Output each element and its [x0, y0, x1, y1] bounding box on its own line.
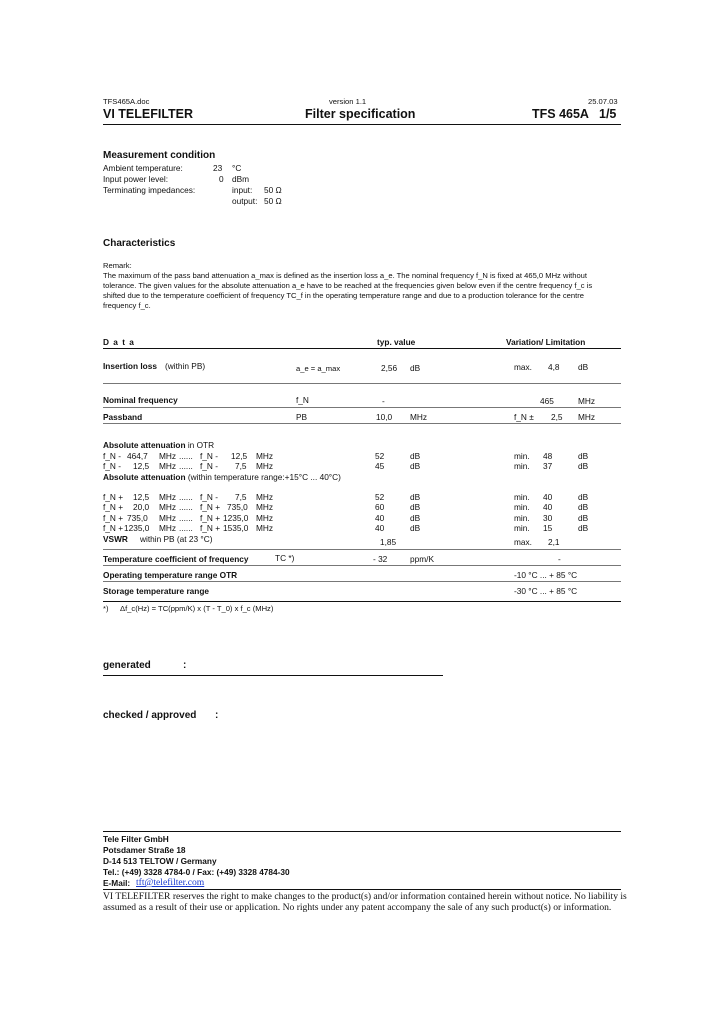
table-header-rule	[103, 348, 621, 349]
abs2-row-a: 1235,0	[124, 523, 150, 533]
header-part: TFS 465A	[532, 107, 589, 121]
abs-row-a: 12,5	[133, 461, 150, 471]
abs2-row-lim-unit: dB	[578, 492, 589, 502]
abs-row-lim-pre: min.	[514, 451, 530, 461]
abs-row-op: f_N -	[200, 461, 218, 471]
abs2-row-b: 735,0	[227, 502, 248, 512]
col-var: Variation/ Limitation	[506, 337, 586, 347]
abs-row-dots: ......	[179, 461, 193, 471]
header-page: 1/5	[599, 107, 617, 121]
output-value: 50 Ω	[264, 196, 282, 206]
insertion-label: Insertion loss	[103, 361, 157, 371]
vswr-lim-pre: max.	[514, 537, 532, 547]
passband-lim-pre: f_N ±	[514, 412, 534, 422]
abs2-row-mhz: MHz	[159, 513, 177, 523]
header-rule	[103, 124, 621, 125]
abs2-row-b: 7,5	[235, 492, 247, 502]
remark-line-1: The maximum of the pass band attenuation a_max is defined as the insertion loss a_e. The nominal frequency f_N is fixed at 465,0 MHz without	[103, 271, 588, 280]
tc-lim: -	[558, 554, 561, 564]
storage-lim: -30 °C ... + 85 °C	[514, 586, 578, 596]
abs2-row-op: f_N +	[200, 523, 221, 533]
passband-sym: PB	[296, 412, 308, 422]
abs2-row-a: 735,0	[127, 513, 148, 523]
abs2-row-op: f_N +	[200, 513, 221, 523]
col-data: D a t a	[103, 337, 135, 347]
abs2-row-mhz: MHz	[159, 492, 177, 502]
footer-street: Potsdamer Straße 18	[103, 845, 186, 855]
header-filename: TFS465A.doc	[103, 97, 150, 106]
footer-tel: Tel.: (+49) 3328 4784-0 / Fax: (+49) 3328 4784-30	[103, 867, 290, 877]
remark-line-2: tolerance. The given values for the absolute attenuation a_e have to be reached at the frequencies given below even if the centre frequency f_c is	[103, 281, 593, 290]
measurement-title: Measurement condition	[103, 150, 216, 161]
ambient-value: 23	[213, 163, 223, 173]
disclaimer-line-2: assumed as a result of their use or application. No rights under any patent accompany the sale of any such product(s) or information.	[103, 902, 612, 913]
abs-row-mhz2: MHz	[256, 451, 274, 461]
abs2-row-mhz2: MHz	[256, 513, 274, 523]
otr-lim: -10 °C ... + 85 °C	[514, 570, 578, 580]
col-typ: typ. value	[377, 337, 416, 347]
abs2-row-op: f_N -	[200, 492, 218, 502]
abs2-row-lim-pre: min.	[514, 502, 530, 512]
abs2-row-unit: dB	[410, 492, 421, 502]
abs2-row-sign: f_N +	[103, 523, 124, 533]
abs2-row-lim-pre: min.	[514, 523, 530, 533]
abs-row-mhz: MHz	[159, 451, 177, 461]
power-label: Input power level:	[103, 174, 169, 184]
checked-label: checked / approved	[103, 710, 197, 721]
abs-row-lim: 48	[543, 451, 553, 461]
characteristics-title: Characteristics	[103, 238, 176, 249]
abs2-row-lim-unit: dB	[578, 502, 589, 512]
abs2-row-typ: 40	[375, 523, 385, 533]
remark-title: Remark:	[103, 261, 132, 270]
table-bottom-rule	[103, 601, 621, 602]
power-value: 0	[219, 174, 224, 184]
vswr-lim: 2,1	[548, 537, 560, 547]
passband-label: Passband	[103, 412, 143, 422]
abs-row-mhz2: MHz	[256, 461, 274, 471]
abs2-row-lim: 30	[543, 513, 553, 523]
footer-city: D-14 513 TELTOW / Germany	[103, 856, 217, 866]
otr-label: Operating temperature range OTR	[103, 570, 238, 580]
disclaimer-line-1: VI TELEFILTER reserves the right to make changes to the product(s) and/or information contained herein without notice. No liability is	[103, 891, 627, 902]
vswr-typ: 1,85	[380, 537, 397, 547]
vswr-label: VSWR	[103, 534, 128, 544]
abs-row-dots: ......	[179, 451, 193, 461]
abs2-row-sign: f_N +	[103, 513, 124, 523]
storage-label: Storage temperature range	[103, 586, 210, 596]
abs2-row-sign: f_N +	[103, 492, 124, 502]
abs2-note: (within temperature range:+15°C ... 40°C)	[187, 472, 341, 482]
abs-row-unit: dB	[410, 451, 421, 461]
generated-line	[103, 675, 443, 676]
abs2-row-op: f_N +	[200, 502, 221, 512]
abs2-row-dots: ......	[179, 523, 193, 533]
abs2-row-unit: dB	[410, 502, 421, 512]
insertion-lim-unit: dB	[578, 362, 589, 372]
abs-row-op: f_N -	[200, 451, 218, 461]
tc-typ: - 32	[373, 554, 388, 564]
passband-unit: MHz	[410, 412, 428, 422]
abs2-row-dots: ......	[179, 513, 193, 523]
abs2-row-lim-pre: min.	[514, 492, 530, 502]
abs2-row-mhz2: MHz	[256, 492, 274, 502]
row-rule	[103, 407, 621, 408]
input-value: 50 Ω	[264, 185, 282, 195]
abs-row-unit: dB	[410, 461, 421, 471]
abs2-row-a: 20,0	[133, 502, 150, 512]
insertion-typ: 2,56	[381, 363, 398, 373]
tc-unit: ppm/K	[410, 554, 434, 564]
abs-title: Absolute attenuation	[103, 440, 186, 450]
abs2-row-lim-unit: dB	[578, 513, 589, 523]
footer-company: Tele Filter GmbH	[103, 834, 169, 844]
abs2-row-typ: 52	[375, 492, 385, 502]
row-rule	[103, 549, 621, 550]
remark-line-3: shifted due to the temperature coefficient of frequency TC_f in the operating temperature range and due to a production tolerance for the centre	[103, 291, 584, 300]
abs2-row-dots: ......	[179, 502, 193, 512]
abs-row-lim-unit: dB	[578, 451, 589, 461]
abs2-row-dots: ......	[179, 492, 193, 502]
footnote: Δf_c(Hz) = TC(ppm/K) x (T - T_0) x f_c (MHz)	[120, 604, 274, 613]
footer-email-label: E-Mail:	[103, 878, 131, 888]
row-rule	[103, 581, 621, 582]
abs-row-sign: f_N -	[103, 461, 121, 471]
abs-row-typ: 52	[375, 451, 385, 461]
ambient-unit: °C	[232, 163, 242, 173]
nominal-label: Nominal frequency	[103, 395, 178, 405]
abs-row-lim: 37	[543, 461, 553, 471]
abs2-row-lim: 40	[543, 492, 553, 502]
input-label: input:	[232, 185, 253, 195]
nominal-lim: 465	[540, 396, 554, 406]
abs2-row-lim-pre: min.	[514, 513, 530, 523]
output-label: output:	[232, 196, 258, 206]
tc-sym: TC *)	[275, 553, 295, 563]
abs2-row-unit: dB	[410, 513, 421, 523]
insertion-unit: dB	[410, 363, 421, 373]
ambient-label: Ambient temperature:	[103, 163, 183, 173]
vswr-note: within PB (at 23 °C)	[140, 534, 213, 544]
generated-label: generated	[103, 660, 151, 671]
abs2-row-a: 12,5	[133, 492, 150, 502]
abs2-row-mhz2: MHz	[256, 502, 274, 512]
row-rule	[103, 423, 621, 424]
abs-row-lim-pre: min.	[514, 461, 530, 471]
abs2-title-row	[103, 472, 341, 482]
abs2-row-mhz2: MHz	[256, 523, 274, 533]
abs2-row-b: 1235,0	[223, 513, 249, 523]
row-rule	[103, 565, 621, 566]
abs-row-lim-unit: dB	[578, 461, 589, 471]
abs-row-sign: f_N -	[103, 451, 121, 461]
footer-rule-2	[103, 889, 621, 890]
abs-row	[103, 451, 121, 461]
header-date: 25.07.03	[588, 97, 618, 106]
generated-colon: :	[183, 660, 187, 671]
abs2-row-sign: f_N +	[103, 502, 124, 512]
tc-label: Temperature coefficient of frequency	[103, 554, 249, 564]
footer-email-link[interactable]: tft@telefilter.com	[136, 877, 205, 888]
abs2-row-lim: 40	[543, 502, 553, 512]
header-doc-title: Filter specification	[305, 107, 416, 121]
abs-title-row	[103, 440, 214, 450]
abs2-row-lim: 15	[543, 523, 553, 533]
abs-note: in OTR	[187, 440, 215, 450]
power-unit: dBm	[232, 174, 250, 184]
insertion-sym: a_e = a_max	[296, 364, 341, 373]
passband-lim: 2,5	[551, 412, 563, 422]
term-label: Terminating impedances:	[103, 185, 196, 195]
abs-row-b: 12,5	[231, 451, 248, 461]
abs-row-typ: 45	[375, 461, 385, 471]
abs2-row-mhz: MHz	[159, 502, 177, 512]
nominal-lim-unit: MHz	[578, 396, 596, 406]
abs2-row-unit: dB	[410, 523, 421, 533]
footer-rule	[103, 831, 621, 832]
nominal-sym: f_N	[296, 395, 309, 405]
abs2-row-typ: 40	[375, 513, 385, 523]
passband-lim-unit: MHz	[578, 412, 596, 422]
header-company: VI TELEFILTER	[103, 107, 194, 121]
header-version: version 1.1	[329, 97, 367, 106]
checked-colon: :	[215, 710, 219, 721]
abs2-row-lim-unit: dB	[578, 523, 589, 533]
abs2-title: Absolute attenuation	[103, 472, 186, 482]
abs2-row-mhz: MHz	[159, 523, 177, 533]
abs-row-b: 7,5	[235, 461, 247, 471]
abs-row-a: 464,7	[127, 451, 148, 461]
nominal-typ: -	[382, 396, 385, 406]
abs-row-mhz: MHz	[159, 461, 177, 471]
abs2-row-typ: 60	[375, 502, 385, 512]
abs2-row-b: 1535,0	[223, 523, 249, 533]
insertion-lim-pre: max.	[514, 362, 532, 372]
passband-typ: 10,0	[376, 412, 393, 422]
insertion-note: (within PB)	[165, 361, 206, 371]
remark-line-4: frequency f_c.	[103, 301, 151, 310]
footnote-mark: *)	[103, 604, 109, 613]
row-rule	[103, 383, 621, 384]
insertion-lim: 4,8	[548, 362, 560, 372]
